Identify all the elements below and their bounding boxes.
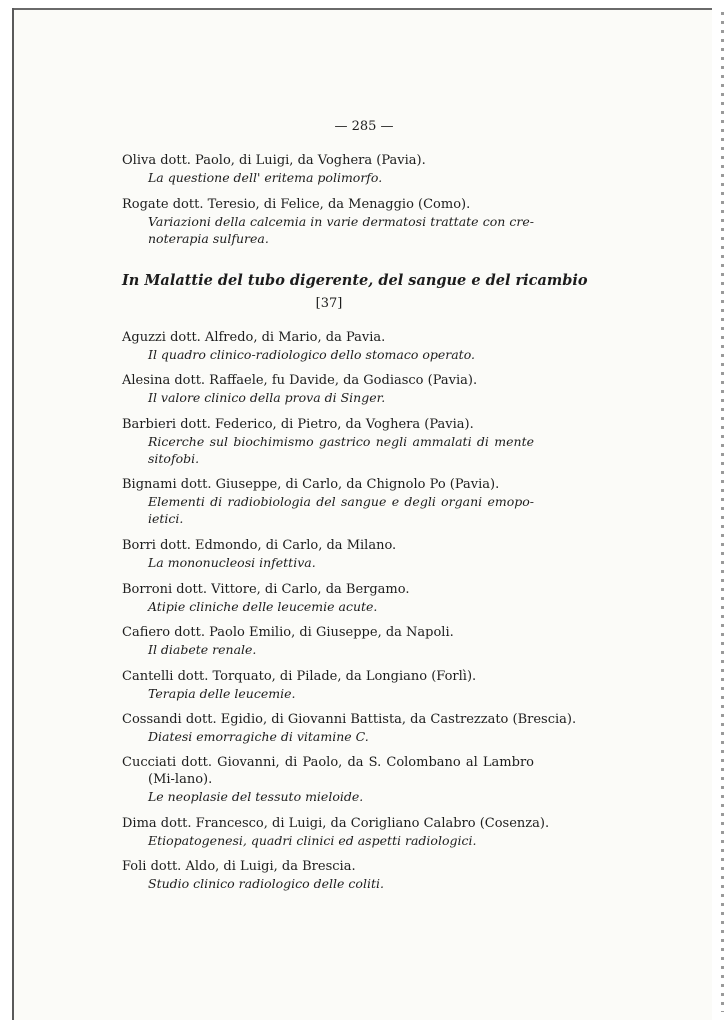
entry-author: Cossandi dott. Egidio, di Giovanni Battista, da Castrezzato (Brescia). xyxy=(122,712,577,727)
list-item xyxy=(122,754,534,805)
entry-title: Il valore clinico della prova di Singer. xyxy=(148,390,386,405)
entry-title: Terapia delle leucemie. xyxy=(148,686,296,701)
entry-title: Etiopatogenesi, quadri clinici ed aspetti radiologici. xyxy=(148,833,477,848)
entry-title: Variazioni della calcemia in varie dermatosi trattate con cre-noterapia sulfurea. xyxy=(148,214,534,246)
list-item xyxy=(122,537,534,571)
list-item xyxy=(122,815,550,849)
list-item xyxy=(122,196,534,247)
entry-author: Cafiero dott. Paolo Emilio, di Giuseppe, da Napoli. xyxy=(122,625,454,640)
entry-title: Ricerche sul biochimismo gastrico negli ammalati di mente sitofobi. xyxy=(148,434,534,466)
entry-author: Cucciati dott. Giovanni, di Paolo, da S. Colombano al Lambro (Mi-lano). xyxy=(122,755,534,787)
page-edge-left xyxy=(12,8,14,1020)
page-edge-right xyxy=(721,12,724,1012)
entry-title: Il diabete renale. xyxy=(148,642,257,657)
entry-title: Il quadro clinico-radiologico dello stomaco operato. xyxy=(148,347,475,362)
entry-title: Atipie cliniche delle leucemie acute. xyxy=(148,599,378,614)
entry-author: Barbieri dott. Federico, di Pietro, da Voghera (Pavia). xyxy=(122,417,474,432)
section-count: [37] xyxy=(315,296,343,311)
list-item xyxy=(122,711,577,745)
entry-author: Rogate dott. Teresio, di Felice, da Menaggio (Como). xyxy=(122,197,471,212)
section-heading: In Malattie del tubo digerente, del sangue e del ricambio xyxy=(122,272,588,289)
entry-title: Le neoplasie del tessuto mieloide. xyxy=(148,789,364,804)
list-item xyxy=(122,668,534,702)
entry-title: Elementi di radiobiologia del sangue e degli organi emopo-ietici. xyxy=(148,494,534,526)
entry-title: La mononucleosi infettiva. xyxy=(148,555,316,570)
entry-author: Aguzzi dott. Alfredo, di Mario, da Pavia. xyxy=(122,330,386,345)
entry-title: Studio clinico radiologico delle coliti. xyxy=(148,876,384,891)
list-item xyxy=(122,329,534,363)
page-number: — 285 — xyxy=(334,119,394,134)
entry-author: Cantelli dott. Torquato, di Pilade, da Longiano (Forlì). xyxy=(122,669,477,684)
entry-title: Diatesi emorragiche di vitamine C. xyxy=(148,729,369,744)
list-item xyxy=(122,372,534,406)
entry-author: Foli dott. Aldo, di Luigi, da Brescia. xyxy=(122,859,356,874)
entry-author: Bignami dott. Giuseppe, di Carlo, da Chignolo Po (Pavia). xyxy=(122,477,500,492)
list-item xyxy=(122,624,534,658)
entry-author: Oliva dott. Paolo, di Luigi, da Voghera (Pavia). xyxy=(122,153,426,168)
list-item xyxy=(122,858,534,892)
list-item xyxy=(122,152,534,186)
page-edge-top xyxy=(12,8,712,10)
entry-author: Borroni dott. Vittore, di Carlo, da Bergamo. xyxy=(122,582,410,597)
list-item xyxy=(122,476,534,527)
entry-author: Borri dott. Edmondo, di Carlo, da Milano. xyxy=(122,538,397,553)
list-item xyxy=(122,416,534,467)
entry-author: Alesina dott. Raffaele, fu Davide, da Godiasco (Pavia). xyxy=(122,373,478,388)
list-item xyxy=(122,581,534,615)
entry-author: Dima dott. Francesco, di Luigi, da Corigliano Calabro (Cosenza). xyxy=(122,816,550,831)
entry-title: La questione dell' eritema polimorfo. xyxy=(148,170,383,185)
